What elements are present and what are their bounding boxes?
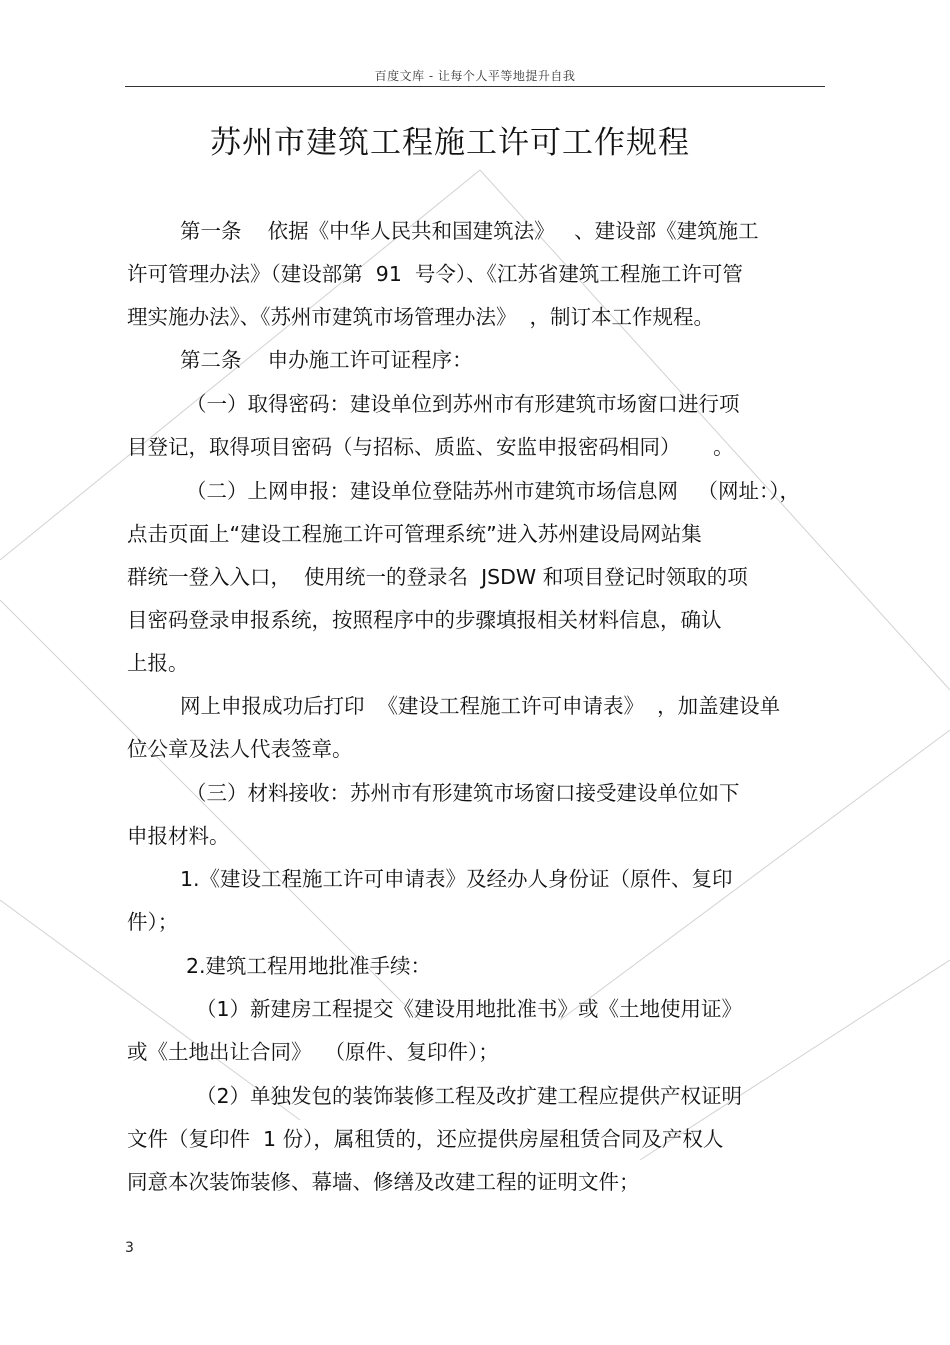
body-line: 上报。 <box>127 651 189 675</box>
page-number: 3 <box>125 1240 134 1256</box>
body-line: （二）上网申报：建设单位登陆苏州市建筑市场信息网 （网址：）， <box>186 479 801 503</box>
body-line: 或《土地出让合同》 （原件、复印件）； <box>127 1040 499 1064</box>
body-line: （一）取得密码：建设单位到苏州市有形建筑市场窗口进行项 <box>186 392 740 416</box>
body-line: 位公章及法人代表签章。 <box>127 737 353 761</box>
body-line: 第一条 依据《中华人民共和国建筑法》 、建设部《建筑施工 <box>180 219 759 243</box>
header-divider <box>125 86 825 87</box>
body-line: 网上申报成功后打印 《建设工程施工许可申请表》 ，加盖建设单 <box>180 694 781 718</box>
body-line: 目密码登录申报系统，按照程序中的步骤填报相关材料信息，确认 <box>127 608 722 632</box>
body-line: 文件（复印件 1 份），属租赁的，还应提供房屋租赁合同及产权人 <box>127 1127 724 1151</box>
body-line: 件）； <box>127 910 179 934</box>
body-line: （2）单独发包的装饰装修工程及改扩建工程应提供产权证明 <box>196 1084 743 1108</box>
body-line: 第二条 申办施工许可证程序： <box>180 348 473 372</box>
body-line: 1.《建设工程施工许可申请表》及经办人身份证（原件、复印 <box>180 867 733 891</box>
body-line: 目登记，取得项目密码（与招标、质监、安监申报密码相同） 。 <box>127 435 734 459</box>
body-line: 2.建筑工程用地批准手续： <box>186 954 432 978</box>
body-line: 理实施办法》、《苏州市建筑市场管理办法》 ，制订本工作规程。 <box>127 305 715 329</box>
body-line: 群统一登入入口， 使用统一的登录名 JSDW 和项目登记时领取的项 <box>127 565 748 589</box>
body-line: 许可管理办法》（建设部第 91 号令）、《江苏省建筑工程施工许可管 <box>127 262 743 286</box>
page-header: 百度文库 - 让每个人平等地提升自我 <box>374 69 576 83</box>
body-line: （1）新建房工程提交《建设用地批准书》或《土地使用证》 <box>196 997 743 1021</box>
document-title: 苏州市建筑工程施工许可工作规程 <box>210 125 690 161</box>
body-line: 点击页面上“建设工程施工许可管理系统”进入苏州建设局网站集 <box>127 522 702 546</box>
body-line: （三）材料接收：苏州市有形建筑市场窗口接受建设单位如下 <box>186 781 740 805</box>
body-line: 同意本次装饰装修、幕墙、修缮及改建工程的证明文件； <box>127 1170 640 1194</box>
body-line: 申报材料。 <box>127 824 230 848</box>
